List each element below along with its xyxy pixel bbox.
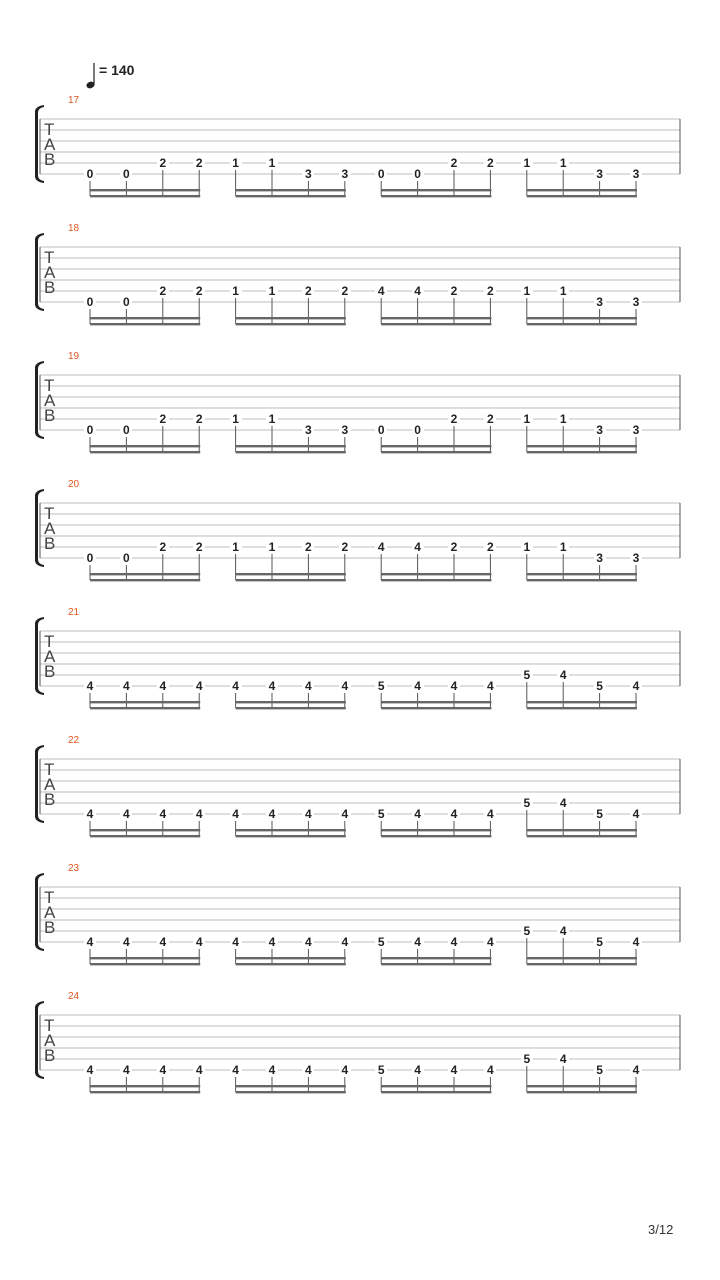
measure-number: 23 bbox=[68, 863, 80, 874]
fret-number: 4 bbox=[412, 1064, 424, 1076]
staff-graphics bbox=[0, 103, 720, 223]
tab-clef-letter: T bbox=[44, 376, 55, 395]
tab-clef-letter: B bbox=[44, 918, 56, 937]
fret-number: 4 bbox=[339, 808, 351, 820]
beam bbox=[381, 323, 491, 325]
fret-number: 4 bbox=[302, 1064, 314, 1076]
tab-clef-letter: A bbox=[44, 647, 56, 666]
fret-number: 3 bbox=[594, 296, 606, 308]
fret-number: 4 bbox=[375, 541, 387, 553]
beam bbox=[527, 573, 637, 575]
fret-number: 0 bbox=[84, 168, 96, 180]
tab-system bbox=[0, 863, 720, 991]
staff-graphics bbox=[0, 487, 720, 607]
tab-clef-letter: B bbox=[44, 1046, 56, 1065]
measure-number: 18 bbox=[68, 223, 80, 234]
fret-number: 0 bbox=[84, 424, 96, 436]
fret-number: 4 bbox=[484, 680, 496, 692]
measure-number: 17 bbox=[68, 95, 80, 106]
tab-clef-letter: A bbox=[44, 263, 56, 282]
beam bbox=[527, 195, 637, 197]
beam bbox=[90, 323, 200, 325]
fret-number: 4 bbox=[157, 808, 169, 820]
fret-number: 4 bbox=[339, 936, 351, 948]
beam bbox=[236, 317, 346, 319]
page-number: 3/12 bbox=[648, 1222, 674, 1237]
fret-number: 1 bbox=[557, 413, 569, 425]
fret-number: 2 bbox=[302, 285, 314, 297]
fret-number: 5 bbox=[521, 925, 533, 937]
fret-number: 4 bbox=[557, 797, 569, 809]
fret-number: 4 bbox=[302, 936, 314, 948]
beam bbox=[90, 195, 200, 197]
fret-number: 5 bbox=[594, 1064, 606, 1076]
beam bbox=[90, 1091, 200, 1093]
fret-number: 0 bbox=[120, 424, 132, 436]
tab-system bbox=[0, 95, 720, 223]
fret-number: 5 bbox=[375, 1064, 387, 1076]
tempo-marking bbox=[84, 60, 164, 92]
fret-number: 0 bbox=[120, 552, 132, 564]
fret-number: 4 bbox=[157, 680, 169, 692]
fret-number: 3 bbox=[594, 168, 606, 180]
beam bbox=[90, 579, 200, 581]
beam bbox=[381, 579, 491, 581]
fret-number: 0 bbox=[412, 168, 424, 180]
beam bbox=[381, 451, 491, 453]
beam bbox=[527, 445, 637, 447]
staff-graphics bbox=[0, 999, 720, 1119]
staff-graphics bbox=[0, 871, 720, 991]
fret-number: 2 bbox=[484, 157, 496, 169]
fret-number: 4 bbox=[412, 936, 424, 948]
fret-number: 1 bbox=[266, 285, 278, 297]
fret-number: 2 bbox=[157, 413, 169, 425]
measure-number: 22 bbox=[68, 735, 80, 746]
tab-system bbox=[0, 607, 720, 735]
fret-number: 4 bbox=[484, 1064, 496, 1076]
beam bbox=[527, 189, 637, 191]
beam bbox=[236, 701, 346, 703]
tab-clef-letter: A bbox=[44, 903, 56, 922]
beam bbox=[90, 707, 200, 709]
fret-number: 4 bbox=[120, 680, 132, 692]
beam bbox=[527, 701, 637, 703]
beam bbox=[381, 1091, 491, 1093]
fret-number: 4 bbox=[120, 808, 132, 820]
tab-clef-letter: B bbox=[44, 406, 56, 425]
beam bbox=[236, 451, 346, 453]
fret-number: 4 bbox=[266, 680, 278, 692]
fret-number: 3 bbox=[630, 552, 642, 564]
fret-number: 0 bbox=[84, 296, 96, 308]
fret-number: 0 bbox=[375, 424, 387, 436]
tab-system bbox=[0, 991, 720, 1119]
tab-system bbox=[0, 351, 720, 479]
beam bbox=[381, 707, 491, 709]
fret-number: 4 bbox=[375, 285, 387, 297]
tab-clef-letter: B bbox=[44, 278, 56, 297]
beam bbox=[236, 579, 346, 581]
fret-number: 1 bbox=[521, 285, 533, 297]
fret-number: 4 bbox=[448, 936, 460, 948]
beam bbox=[236, 573, 346, 575]
fret-number: 1 bbox=[266, 541, 278, 553]
beam bbox=[90, 963, 200, 965]
beam bbox=[527, 317, 637, 319]
fret-number: 4 bbox=[193, 680, 205, 692]
fret-number: 2 bbox=[157, 285, 169, 297]
staff-graphics bbox=[0, 615, 720, 735]
fret-number: 4 bbox=[266, 1064, 278, 1076]
fret-number: 0 bbox=[120, 168, 132, 180]
staff-graphics bbox=[0, 359, 720, 479]
tab-clef-letter: T bbox=[44, 632, 55, 651]
fret-number: 2 bbox=[157, 157, 169, 169]
fret-number: 1 bbox=[521, 157, 533, 169]
tab-clef-letter: T bbox=[44, 120, 55, 139]
fret-number: 4 bbox=[484, 936, 496, 948]
tab-clef-letter: B bbox=[44, 150, 56, 169]
beam bbox=[90, 1085, 200, 1087]
tab-clef-letter: T bbox=[44, 760, 55, 779]
beam bbox=[381, 195, 491, 197]
fret-number: 2 bbox=[484, 285, 496, 297]
fret-number: 2 bbox=[448, 541, 460, 553]
beam bbox=[381, 829, 491, 831]
tab-clef-letter: B bbox=[44, 534, 56, 553]
fret-number: 4 bbox=[630, 680, 642, 692]
beam bbox=[527, 829, 637, 831]
beam bbox=[527, 451, 637, 453]
tab-clef-letter: A bbox=[44, 391, 56, 410]
fret-number: 4 bbox=[266, 936, 278, 948]
fret-number: 2 bbox=[157, 541, 169, 553]
fret-number: 4 bbox=[412, 285, 424, 297]
fret-number: 4 bbox=[412, 808, 424, 820]
fret-number: 4 bbox=[448, 1064, 460, 1076]
fret-number: 1 bbox=[266, 413, 278, 425]
fret-number: 1 bbox=[230, 541, 242, 553]
tab-system bbox=[0, 735, 720, 863]
fret-number: 4 bbox=[302, 680, 314, 692]
tab-clef-letter: B bbox=[44, 662, 56, 681]
fret-number: 2 bbox=[193, 541, 205, 553]
tab-clef-letter: A bbox=[44, 1031, 56, 1050]
fret-number: 4 bbox=[557, 925, 569, 937]
fret-number: 4 bbox=[230, 1064, 242, 1076]
beam bbox=[381, 445, 491, 447]
fret-number: 4 bbox=[448, 808, 460, 820]
fret-number: 5 bbox=[375, 936, 387, 948]
beam bbox=[90, 189, 200, 191]
fret-number: 3 bbox=[594, 552, 606, 564]
fret-number: 5 bbox=[521, 669, 533, 681]
beam bbox=[527, 1091, 637, 1093]
fret-number: 4 bbox=[84, 680, 96, 692]
measure-number: 19 bbox=[68, 351, 80, 362]
fret-number: 4 bbox=[193, 936, 205, 948]
fret-number: 4 bbox=[266, 808, 278, 820]
fret-number: 3 bbox=[339, 168, 351, 180]
tab-clef-letter: B bbox=[44, 790, 56, 809]
beam bbox=[236, 707, 346, 709]
fret-number: 4 bbox=[557, 669, 569, 681]
tab-clef-letter: T bbox=[44, 888, 55, 907]
fret-number: 1 bbox=[557, 541, 569, 553]
fret-number: 3 bbox=[594, 424, 606, 436]
fret-number: 3 bbox=[302, 424, 314, 436]
beam bbox=[381, 573, 491, 575]
fret-number: 1 bbox=[230, 157, 242, 169]
beam bbox=[381, 1085, 491, 1087]
beam bbox=[236, 1085, 346, 1087]
fret-number: 4 bbox=[630, 1064, 642, 1076]
beam bbox=[236, 323, 346, 325]
fret-number: 2 bbox=[484, 541, 496, 553]
staff-graphics bbox=[0, 231, 720, 351]
fret-number: 2 bbox=[302, 541, 314, 553]
beam bbox=[90, 829, 200, 831]
fret-number: 5 bbox=[521, 1053, 533, 1065]
beam bbox=[527, 835, 637, 837]
fret-number: 1 bbox=[230, 413, 242, 425]
beam bbox=[381, 189, 491, 191]
beam bbox=[236, 963, 346, 965]
fret-number: 4 bbox=[302, 808, 314, 820]
fret-number: 4 bbox=[193, 808, 205, 820]
measure-number: 24 bbox=[68, 991, 80, 1002]
fret-number: 2 bbox=[193, 413, 205, 425]
fret-number: 2 bbox=[448, 157, 460, 169]
beam bbox=[527, 1085, 637, 1087]
beam bbox=[527, 963, 637, 965]
measure-number: 20 bbox=[68, 479, 80, 490]
fret-number: 1 bbox=[557, 285, 569, 297]
beam bbox=[527, 323, 637, 325]
fret-number: 3 bbox=[339, 424, 351, 436]
fret-number: 0 bbox=[120, 296, 132, 308]
fret-number: 4 bbox=[339, 1064, 351, 1076]
fret-number: 5 bbox=[375, 680, 387, 692]
tab-system bbox=[0, 223, 720, 351]
fret-number: 3 bbox=[630, 424, 642, 436]
beam bbox=[381, 963, 491, 965]
fret-number: 2 bbox=[484, 413, 496, 425]
fret-number: 4 bbox=[157, 936, 169, 948]
fret-number: 2 bbox=[448, 285, 460, 297]
fret-number: 1 bbox=[557, 157, 569, 169]
beam bbox=[90, 835, 200, 837]
quarter-note-icon bbox=[84, 60, 98, 92]
fret-number: 0 bbox=[84, 552, 96, 564]
fret-number: 5 bbox=[594, 680, 606, 692]
beam bbox=[90, 957, 200, 959]
fret-number: 4 bbox=[630, 808, 642, 820]
fret-number: 4 bbox=[84, 808, 96, 820]
beam bbox=[236, 829, 346, 831]
tab-clef-letter: T bbox=[44, 1016, 55, 1035]
fret-number: 1 bbox=[230, 285, 242, 297]
fret-number: 3 bbox=[302, 168, 314, 180]
fret-number: 4 bbox=[120, 1064, 132, 1076]
beam bbox=[381, 957, 491, 959]
measure-number: 21 bbox=[68, 607, 80, 618]
tab-system bbox=[0, 479, 720, 607]
beam bbox=[90, 445, 200, 447]
fret-number: 4 bbox=[230, 680, 242, 692]
beam bbox=[90, 451, 200, 453]
fret-number: 4 bbox=[412, 680, 424, 692]
fret-number: 0 bbox=[412, 424, 424, 436]
fret-number: 4 bbox=[630, 936, 642, 948]
fret-number: 4 bbox=[412, 541, 424, 553]
beam bbox=[527, 957, 637, 959]
tempo-value: = 140 bbox=[99, 62, 135, 78]
fret-number: 5 bbox=[521, 797, 533, 809]
beam bbox=[236, 189, 346, 191]
fret-number: 5 bbox=[594, 936, 606, 948]
fret-number: 5 bbox=[375, 808, 387, 820]
fret-number: 1 bbox=[266, 157, 278, 169]
beam bbox=[236, 1091, 346, 1093]
beam bbox=[381, 701, 491, 703]
fret-number: 1 bbox=[521, 413, 533, 425]
beam bbox=[381, 317, 491, 319]
fret-number: 2 bbox=[339, 285, 351, 297]
fret-number: 2 bbox=[448, 413, 460, 425]
beam bbox=[236, 445, 346, 447]
beam bbox=[527, 707, 637, 709]
fret-number: 3 bbox=[630, 168, 642, 180]
beam bbox=[90, 701, 200, 703]
beam bbox=[236, 195, 346, 197]
fret-number: 4 bbox=[193, 1064, 205, 1076]
beam bbox=[527, 579, 637, 581]
tab-clef-letter: T bbox=[44, 248, 55, 267]
fret-number: 4 bbox=[84, 1064, 96, 1076]
beam bbox=[381, 835, 491, 837]
fret-number: 4 bbox=[484, 808, 496, 820]
staff-graphics bbox=[0, 743, 720, 863]
fret-number: 0 bbox=[375, 168, 387, 180]
fret-number: 2 bbox=[193, 285, 205, 297]
fret-number: 4 bbox=[230, 936, 242, 948]
fret-number: 4 bbox=[230, 808, 242, 820]
fret-number: 2 bbox=[339, 541, 351, 553]
fret-number: 2 bbox=[193, 157, 205, 169]
tab-clef-letter: A bbox=[44, 135, 56, 154]
fret-number: 5 bbox=[594, 808, 606, 820]
fret-number: 4 bbox=[448, 680, 460, 692]
beam bbox=[90, 573, 200, 575]
fret-number: 3 bbox=[630, 296, 642, 308]
fret-number: 4 bbox=[157, 1064, 169, 1076]
beam bbox=[236, 835, 346, 837]
fret-number: 1 bbox=[521, 541, 533, 553]
beam bbox=[90, 317, 200, 319]
tab-clef-letter: A bbox=[44, 519, 56, 538]
fret-number: 4 bbox=[84, 936, 96, 948]
tab-clef-letter: A bbox=[44, 775, 56, 794]
tab-clef-letter: T bbox=[44, 504, 55, 523]
fret-number: 4 bbox=[339, 680, 351, 692]
fret-number: 4 bbox=[120, 936, 132, 948]
beam bbox=[236, 957, 346, 959]
fret-number: 4 bbox=[557, 1053, 569, 1065]
